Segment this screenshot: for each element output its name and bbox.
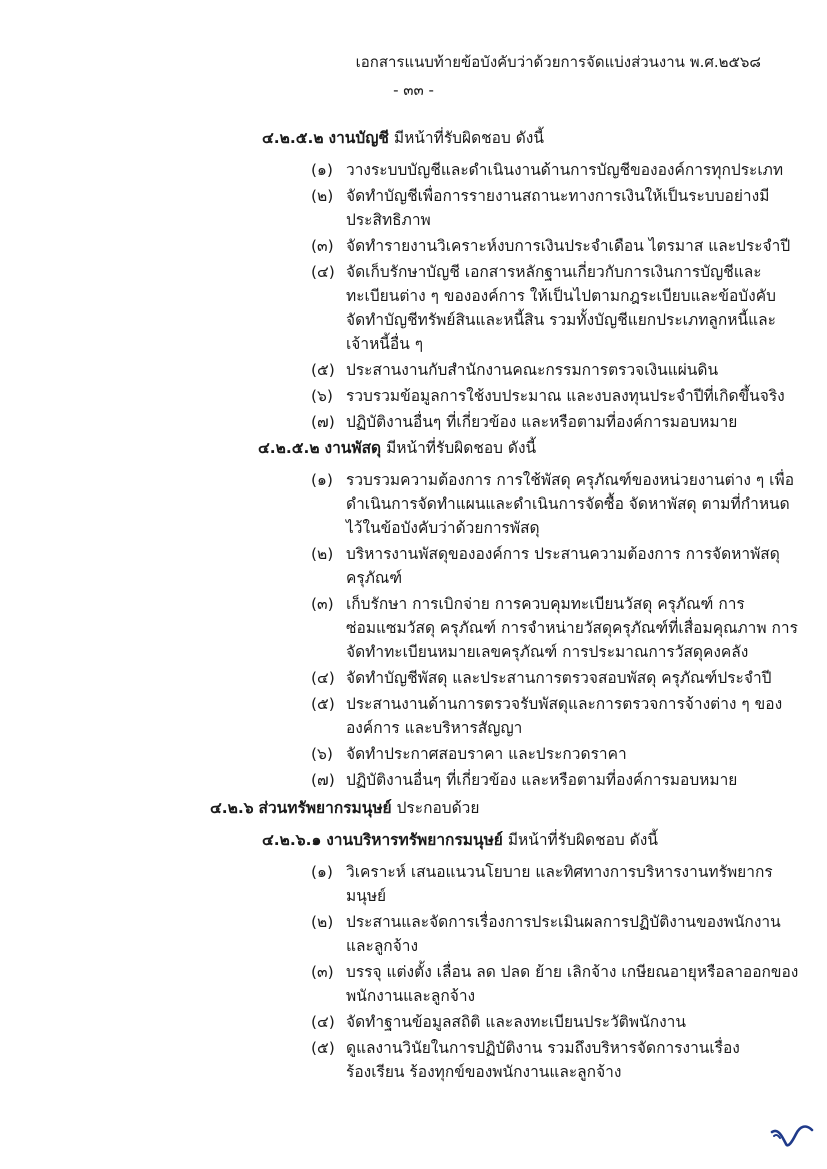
division-heading-hr [0,796,827,820]
section-heading-accounting [0,126,827,150]
item-text-line: เจ้าหนี้อื่น ๆ [346,335,424,353]
item-number: (๖) [311,745,333,763]
item-text-line: องค์การ และบริหารสัญญา [346,719,523,737]
list-item [0,1036,827,1084]
item-text-line: วิเคราะห์ เสนอแนวนโยบาย และทิศทางการบริหารงานทรัพยากร [346,863,773,881]
list-item [0,592,827,664]
section-heading-supplies [0,436,827,460]
item-text-line: ปฏิบัติงานอื่นๆ ที่เกี่ยวข้อง และหรือตามที่องค์การมอบหมาย [346,771,738,789]
item-text-line: ครุภัณฑ์ [346,569,403,587]
item-text-line: จัดทำประกาศสอบราคา และประกวดราคา [346,745,627,763]
section-title: งานบริหารทรัพยากรมนุษย์ [326,831,503,849]
section-title: งานบัญชี [328,129,389,147]
list-item [0,542,827,590]
item-text-line: ทะเบียนต่าง ๆ ขององค์การ ให้เป็นไปตามกฎระเบียบและข้อบังคับ [346,287,776,305]
item-text-line: ดูแลงานวินัยในการปฏิบัติงาน รวมถึงบริหารจัดการงานเรื่อง [346,1039,740,1057]
item-text-line: ประสานงานด้านการตรวจรับพัสดุและการตรวจการจ้างต่าง ๆ ของ [346,695,783,713]
list-item [0,158,827,182]
section-suffix: มีหน้าที่รับผิดชอบ ดังนี้ [386,439,537,457]
list-item [0,960,827,1008]
supplies-items [0,468,827,792]
list-item [0,692,827,740]
item-number: (๒) [311,545,334,563]
item-text-line: บรรจุ แต่งตั้ง เลื่อน ลด ปลด ย้าย เลิกจ้าง เกษียณอายุหรือลาออกของ [346,963,799,981]
list-item [0,910,827,958]
item-number: (๒) [311,187,334,205]
item-text-line: บริหารงานพัสดุขององค์การ ประสานความต้องการ การจัดหาพัสดุ [346,545,780,563]
list-item [0,260,827,356]
section-number: ๔.๒.๕.๒ [258,439,320,457]
item-text-line: และลูกจ้าง [346,937,419,955]
item-text-line: จัดเก็บรักษาบัญชี เอกสารหลักฐานเกี่ยวกับการเงินการบัญชีและ [346,263,762,281]
list-item [0,468,827,540]
item-number: (๓) [311,237,334,255]
item-text-line: จัดทำบัญชีทรัพย์สินและหนี้สิน รวมทั้งบัญชีแยกประเภทลูกหนี้และ [346,311,776,329]
item-number: (๒) [311,913,334,931]
item-number: (๑) [311,863,333,881]
item-text-line: ไว้ในข้อบังคับว่าด้วยการพัสดุ [346,519,540,537]
item-text-line: จัดทำทะเบียนหมายเลขครุภัณฑ์ การประมาณการวัสดุคงคลัง [346,643,749,661]
division-suffix: ประกอบด้วย [396,799,480,817]
item-number: (๕) [311,695,335,713]
division-number: ๔.๒.๖ [210,799,254,817]
item-text-line: รวบรวมความต้องการ การใช้พัสดุ ครุภัณฑ์ของหน่วยงานต่าง ๆ เพื่อ [346,471,795,489]
item-number: (๔) [311,669,335,687]
item-text-line: วางระบบบัญชีและดำเนินงานด้านการบัญชีขององค์การทุกประเภท [346,161,784,179]
section-title: งานพัสดุ [324,439,382,457]
item-text-line: ประสานและจัดการเรื่องการประเมินผลการปฏิบัติงานของพนักงาน [346,913,781,931]
item-number: (๑) [311,161,333,179]
list-item [0,410,827,434]
item-number: (๑) [311,471,333,489]
list-item [0,666,827,690]
item-number: (๗) [311,771,335,789]
item-text-line: ประสานงานกับสำนักงานคณะกรรมการตรวจเงินแผ่นดิน [346,361,719,379]
list-item [0,768,827,792]
page-number: - ๓๓ - [393,81,434,99]
division-title: ส่วนทรัพยากรมนุษย์ [258,799,392,817]
hr-items [0,860,827,1084]
section-heading-hr-admin [0,828,827,852]
list-item [0,742,827,766]
item-number: (๓) [311,963,334,981]
list-item [0,234,827,258]
section-number: ๔.๒.๖.๑ [262,831,322,849]
item-text-line: ประสิทธิภาพ [346,211,431,229]
item-number: (๖) [311,387,333,405]
item-number: (๗) [311,413,335,431]
list-item [0,1010,827,1034]
item-number: (๔) [311,263,335,281]
accounting-items [0,158,827,434]
item-text-line: ดำเนินการจัดทำแผนและดำเนินการจัดซื้อ จัดหาพัสดุ ตามที่กำหนด [346,495,790,513]
item-text-line: จัดทำฐานข้อมูลสถิติ และลงทะเบียนประวัติพนักงาน [346,1013,686,1031]
item-text-line: เก็บรักษา การเบิกจ่าย การควบคุมทะเบียนวัสดุ ครุภัณฑ์ การ [346,595,745,613]
item-number: (๓) [311,595,334,613]
handwritten-initials [768,1118,816,1154]
section-number: ๔.๒.๕.๒ [262,129,324,147]
section-suffix: มีหน้าที่รับผิดชอบ ดังนี้ [393,129,544,147]
item-text-line: พนักงานและลูกจ้าง [346,987,476,1005]
item-text-line: มนุษย์ [346,887,387,905]
item-text-line: ร้องเรียน ร้องทุกข์ของพนักงานและลูกจ้าง [346,1063,622,1081]
item-text-line: จัดทำบัญชีพัสดุ และประสานการตรวจสอบพัสดุ ครุภัณฑ์ประจำปี [346,669,772,687]
document-body [0,126,827,1086]
item-text-line: จัดทำรายงานวิเคราะห์งบการเงินประจำเดือน ไตรมาส และประจำปี [346,237,791,255]
section-suffix: มีหน้าที่รับผิดชอบ ดังนี้ [507,831,658,849]
item-number: (๔) [311,1013,335,1031]
item-text-line: รวบรวมข้อมูลการใช้งบประมาณ และงบลงทุนประจำปีที่เกิดขึ้นจริง [346,387,785,405]
item-number: (๕) [311,361,335,379]
item-number: (๕) [311,1039,335,1057]
item-text-line: จัดทำบัญชีเพื่อการรายงานสถานะทางการเงินให้เป็นระบบอย่างมี [346,187,770,205]
list-item [0,358,827,382]
item-text-line: ซ่อมแซมวัสดุ ครุภัณฑ์ การจำหน่ายวัสดุครุภัณฑ์ที่เสื่อมคุณภาพ การ [346,619,798,637]
list-item [0,384,827,408]
list-item [0,860,827,908]
list-item [0,184,827,232]
item-text-line: ปฏิบัติงานอื่นๆ ที่เกี่ยวข้อง และหรือตามที่องค์การมอบหมาย [346,413,738,431]
document-header: เอกสารแนบท้ายข้อบังคับว่าด้วยการจัดแบ่งส่วนงาน พ.ศ.๒๕๖๘ [355,53,761,71]
